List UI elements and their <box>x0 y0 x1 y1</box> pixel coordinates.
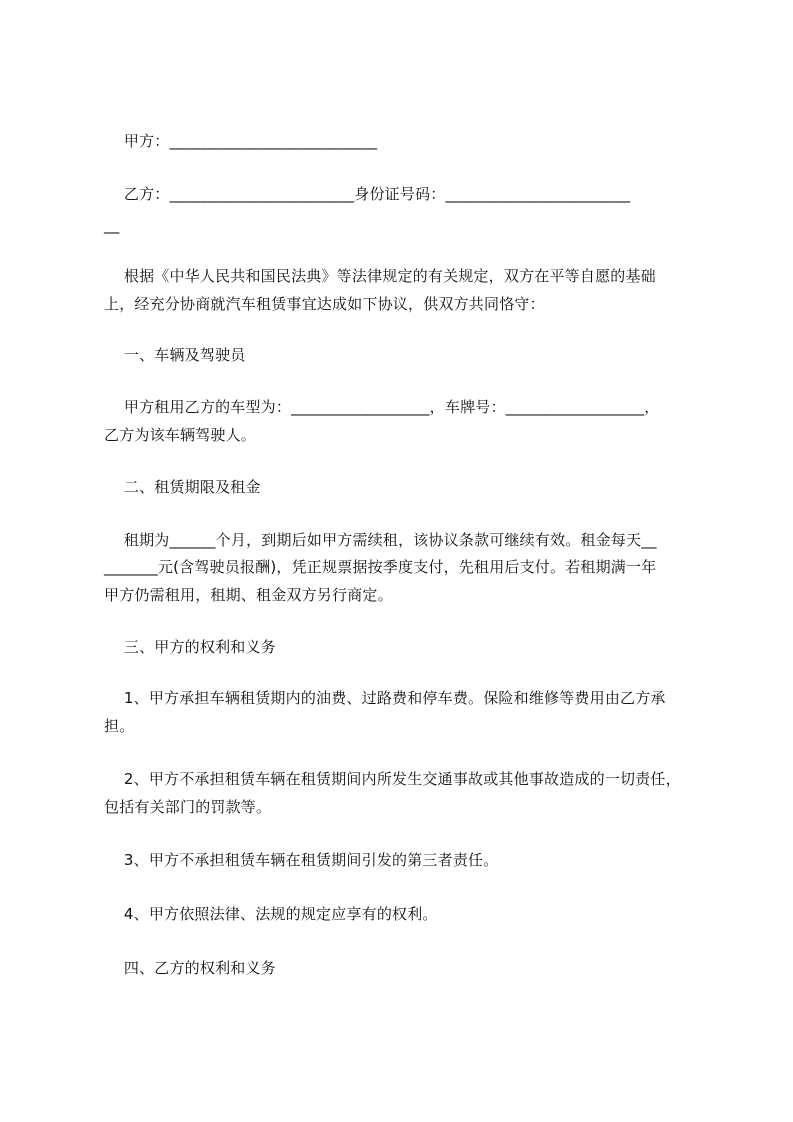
party-a-line: 甲方：___________________________ <box>104 132 378 150</box>
party-b-line-wrap: __ <box>104 216 120 234</box>
party-b-line: 乙方：________________________身份证号码：________________________ <box>104 185 631 203</box>
section-heading-party-a-rights: 三、甲方的权利和义务 <box>104 638 276 656</box>
rent-clause-line-2: _______元(含驾驶员报酬)，凭正规票据按季度支付，先租用后支付。若租期满一年 <box>104 558 657 576</box>
section-heading-party-b-rights: 四、乙方的权利和义务 <box>104 959 276 977</box>
rent-clause-line-3: 甲方仍需租用，租期、租金双方另行商定。 <box>104 586 393 604</box>
party-a-clause-2-line-1: 2、甲方不承担租赁车辆在租赁期间内所发生交通事故或其他事故造成的一切责任， <box>104 770 681 788</box>
section-heading-vehicle: 一、车辆及驾驶员 <box>104 346 246 364</box>
party-a-clause-2-line-2: 包括有关部门的罚款等。 <box>104 798 272 816</box>
preamble-line-1: 根据《中华人民共和国民法典》等法律规定的有关规定，双方在平等自愿的基础 <box>104 267 656 285</box>
section-heading-term-rent: 二、租赁期限及租金 <box>104 478 261 496</box>
vehicle-clause-line-2: 乙方为该车辆驾驶人。 <box>104 426 257 444</box>
party-a-clause-3: 3、甲方不承担租赁车辆在租赁期间引发的第三者责任。 <box>104 851 499 869</box>
preamble-line-2: 上，经充分协商就汽车租赁事宜达成如下协议，供双方共同恪守： <box>104 295 545 313</box>
party-a-clause-4: 4、甲方依照法律、法规的规定应享有的权利。 <box>104 905 438 923</box>
party-a-clause-1-line-1: 1、甲方承担车辆租赁期内的油费、过路费和停车费。保险和维修等费用由乙方承 <box>104 689 666 707</box>
party-a-clause-1-line-2: 担。 <box>104 717 135 735</box>
rent-clause-line-1: 租期为______个月，到期后如甲方需续租，该协议条款可继续有效。租金每天__ <box>104 531 657 549</box>
vehicle-clause-line-1: 甲方租用乙方的车型为：__________________，车牌号：__________________， <box>104 398 660 416</box>
